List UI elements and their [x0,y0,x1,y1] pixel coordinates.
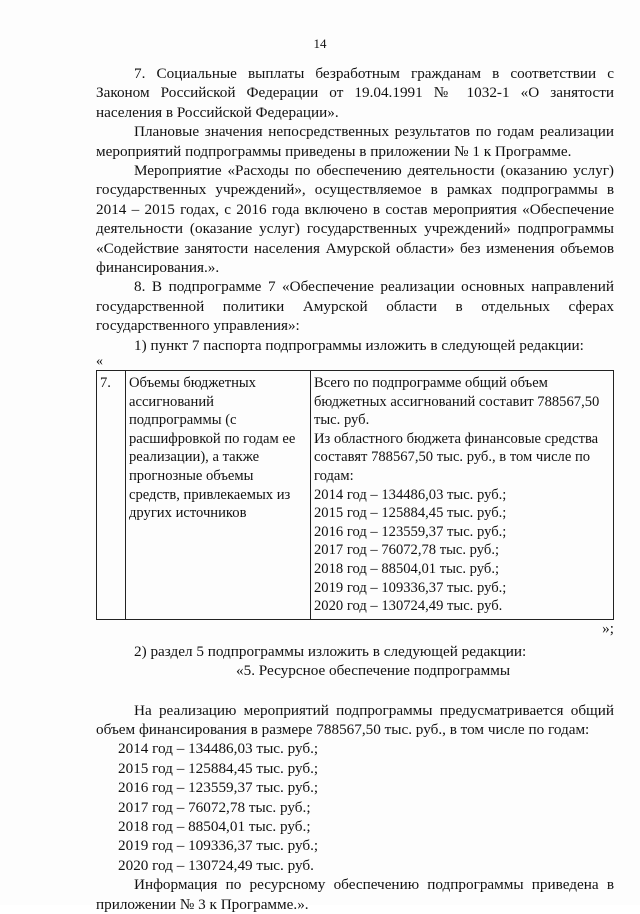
year-line-2017: 2017 год – 76072,78 тыс. руб.; [314,542,500,559]
year-line-2014: 2014 год – 134486,03 тыс. руб.; [314,486,507,503]
list-item: 2019 год – 109336,37 тыс. руб.; [118,837,319,855]
row-number-cell: 7. [97,371,126,620]
year-line-2016: 2016 год – 123559,37 тыс. руб.; [314,523,507,540]
list-item: 2018 год – 88504,01 тыс. руб.; [118,818,311,836]
list-item: 2016 год – 123559,37 тыс. руб.; [118,779,319,797]
paragraph-section-5: 2) раздел 5 подпрограммы изложить в следующей редакции: [134,642,527,660]
row-value-cell [311,371,614,620]
paragraph-social-payments: 7. Социальные выплаты безработным гражданам в соответствии с Законом Российской Федерации от 19.04.1991 № 1032-1 «О занятости населения в Российской Федерации». [96,65,614,121]
funding-year-list [96,739,614,875]
passport-table [96,370,614,620]
year-line-2019: 2019 год – 109336,37 тыс. руб.; [314,579,507,596]
page-number: 14 [313,36,327,51]
year-line-2018: 2018 год – 88504,01 тыс. руб.; [314,561,500,578]
paragraph-subprogram-7: 8. В подпрограмме 7 «Обеспечение реализации основных направлений государственной политики Амурской области в отдельных сферах государственного управления»: [96,278,614,335]
regional-text: Из областного бюджета финансовые средства составят 788567,50 тыс. руб., в том числе по годам: [314,430,599,485]
list-item: 2020 год – 130724,49 тыс. руб. [118,856,314,874]
year-line-2015: 2015 год – 125884,45 тыс. руб.; [314,505,507,522]
total-text: Всего по подпрограмме общий объем бюджетных ассигнований составит 788567,50 тыс. руб. [314,375,600,429]
year-line-2020: 2020 год – 130724,49 тыс. руб. [314,598,503,615]
list-item: 2015 год – 125884,45 тыс. руб.; [118,759,319,777]
paragraph-resource-info: Информация по ресурсному обеспечению подпрограммы приведена в приложении № 3 к Программе.». [96,876,614,913]
table-row [97,371,614,620]
paragraph-passport-item: 1) пункт 7 паспорта подпрограммы изложить в следующей редакции: [134,336,584,354]
quote-close: »; [602,619,614,637]
quote-open: « [96,354,103,370]
paragraph-planned-values: Плановые значения непосредственных результатов по годам реализации мероприятий подпрограммы приведены в приложении № 1 к Программе. [96,123,614,160]
document-body [96,64,614,914]
paragraph-measure-expenses: Мероприятие «Расходы по обеспечению деятельности (оказанию услуг) государственных учреждений», осуществляемое в рамках подпрограммы в 2014 – 2015 годах, с 2016 года включено в состав мероприятия «Обеспечение деятельности (оказание услуг) государственных учреждений» подпрограммы «Содействие занятости населения Амурской области» без изменения объемов финансирования.». [96,162,614,277]
row-label-cell: Объемы бюджетных ассигнований подпрограммы (с расшифровкой по годам ее реализации), а также прогнозные объемы средств, привлекаемых из других источников [126,371,311,620]
section-title: «5. Ресурсное обеспечение подпрограммы [236,662,511,680]
list-item: 2017 год – 76072,78 тыс. руб.; [118,798,311,816]
paragraph-funding: На реализацию мероприятий подпрограммы предусматривается общий объем финансирования в размере 788567,50 тыс. руб., в том числе по годам: [96,701,614,739]
list-item: 2014 год – 134486,03 тыс. руб.; [118,740,319,758]
